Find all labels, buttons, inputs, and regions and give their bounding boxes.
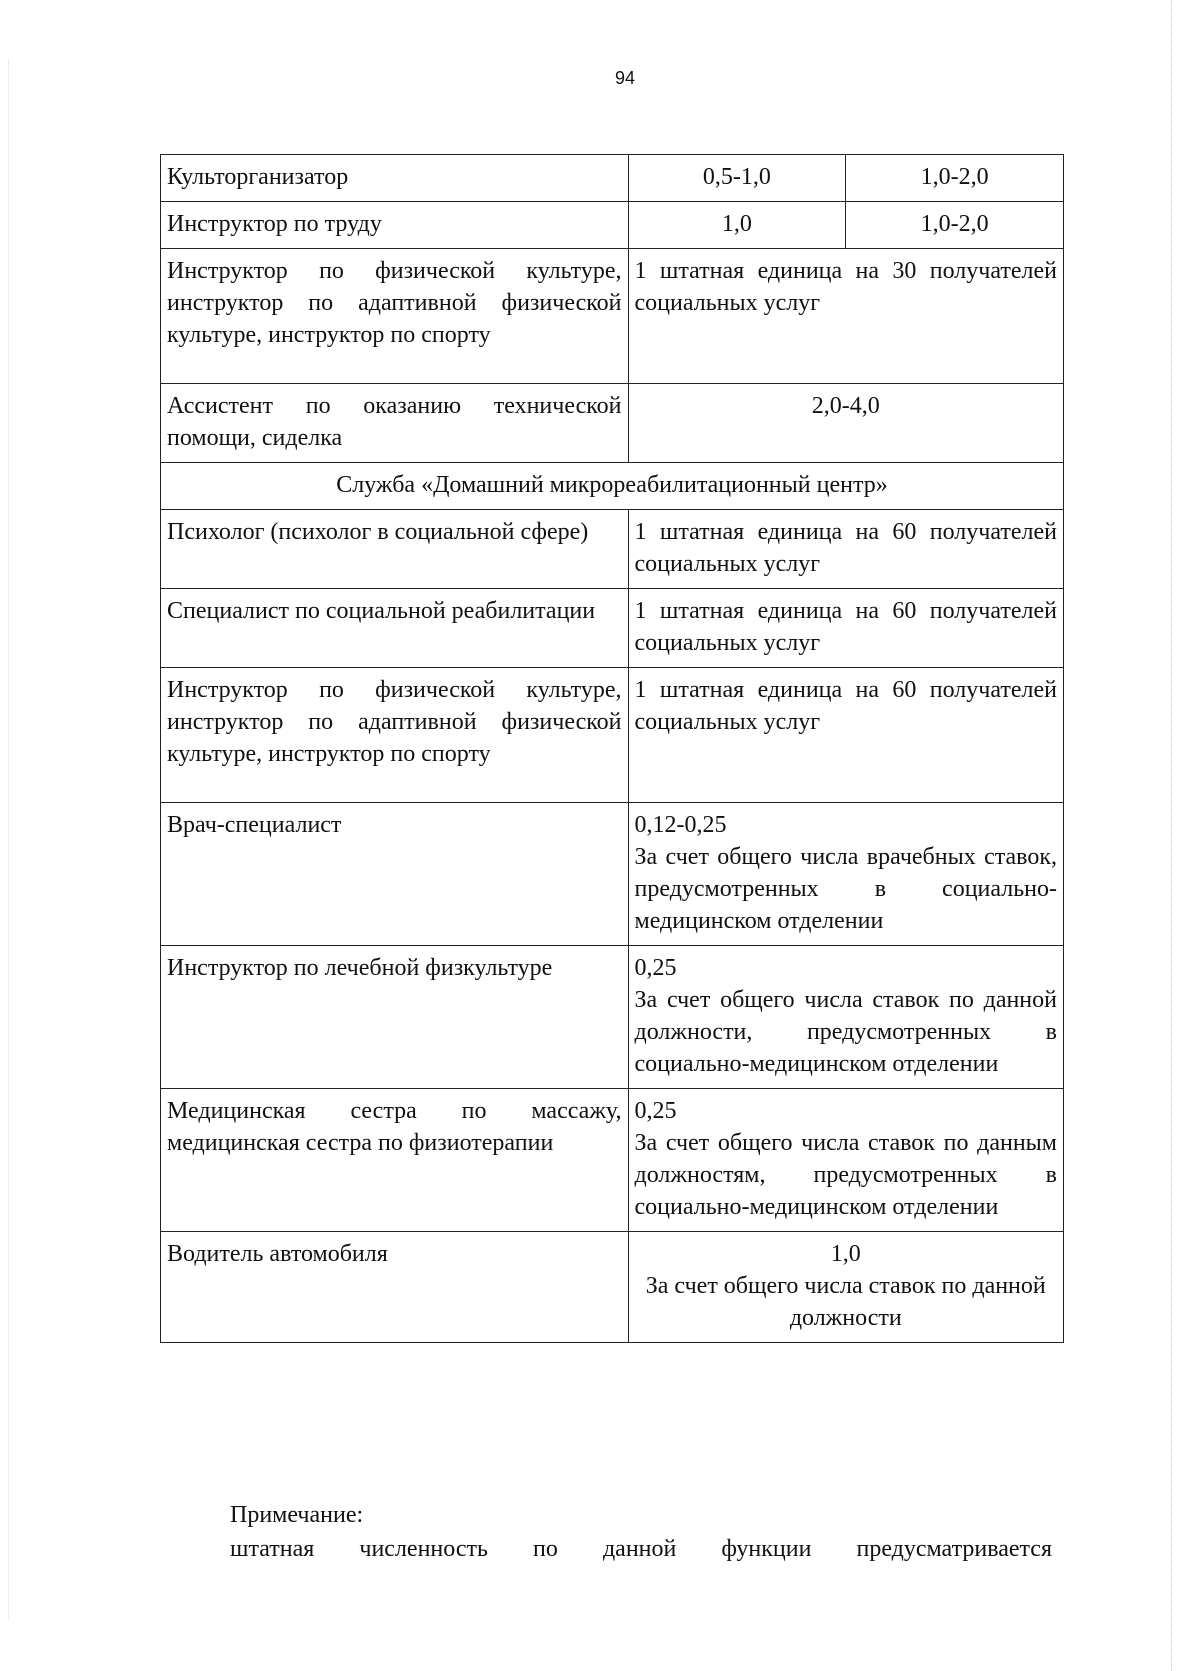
- rate-description: 1 штатная единица на 60 получателей социальных услуг: [628, 510, 1063, 589]
- section-row: [161, 463, 1064, 510]
- rate-description: 1 штатная единица на 60 получателей социальных услуг: [628, 668, 1063, 803]
- rate-value: 1,0: [830, 1241, 861, 1267]
- rate-value: 1,0-2,0: [846, 155, 1064, 202]
- rate-cell: [628, 1232, 1063, 1343]
- rate-value: 0,12-0,25: [634, 812, 727, 838]
- rate-value: 1,0-2,0: [846, 202, 1064, 249]
- rate-value: 2,0-4,0: [628, 384, 1063, 463]
- rate-value: 0,25: [634, 955, 677, 981]
- rate-value: 0,5-1,0: [628, 155, 846, 202]
- rate-description: 1 штатная единица на 60 получателей социальных услуг: [628, 589, 1063, 668]
- rate-cell: [628, 1089, 1063, 1232]
- staffing-table: [160, 154, 1064, 1343]
- rate-description: 1 штатная единица на 30 получателей социальных услуг: [628, 249, 1063, 384]
- rate-description: За счет общего числа ставок по данным должностям, предусмотренных в социально-медицинском отделении: [634, 1130, 1057, 1220]
- position-name: Медицинская сестра по массажу, медицинская сестра по физиотерапии: [161, 1089, 629, 1232]
- rate-value: 1,0: [628, 202, 846, 249]
- table-row: [161, 155, 1064, 202]
- table-row: [161, 384, 1064, 463]
- table-row: [161, 249, 1064, 384]
- position-name: Психолог (психолог в социальной сфере): [161, 510, 629, 589]
- position-name: Специалист по социальной реабилитации: [161, 589, 629, 668]
- position-name: Инструктор по физической культуре, инструктор по адаптивной физической культуре, инструктор по спорту: [161, 249, 629, 384]
- table-row: [161, 946, 1064, 1089]
- section-title: Служба «Домашний микрореабилитационный центр»: [161, 463, 1064, 510]
- position-name: Ассистент по оказанию технической помощи, сиделка: [161, 384, 629, 463]
- scan-edge-right: [1171, 0, 1174, 1671]
- table-row: [161, 589, 1064, 668]
- note-text: штатная численность по данной функции предусматривается: [230, 1536, 1052, 1562]
- rate-cell: [628, 946, 1063, 1089]
- rate-description: За счет общего числа ставок по данной должности: [645, 1273, 1046, 1331]
- position-name: Инструктор по труду: [161, 202, 629, 249]
- table-row: [161, 803, 1064, 946]
- page-number: 94: [614, 68, 636, 88]
- table-row: [161, 510, 1064, 589]
- note-title: Примечание:: [230, 1502, 364, 1528]
- position-name: Инструктор по физической культуре, инструктор по адаптивной физической культуре, инструктор по спорту: [161, 668, 629, 803]
- scan-edge-left: [8, 60, 10, 1620]
- rate-description: За счет общего числа врачебных ставок, предусмотренных в социально-медицинском отделении: [634, 844, 1057, 934]
- table-row: [161, 202, 1064, 249]
- rate-cell: [628, 803, 1063, 946]
- table-row: [161, 1232, 1064, 1343]
- table-row: [161, 668, 1064, 803]
- rate-value: 0,25: [634, 1098, 677, 1124]
- table-row: [161, 1089, 1064, 1232]
- rate-description: За счет общего числа ставок по данной должности, предусмотренных в социально-медицинском отделении: [634, 987, 1057, 1077]
- position-name: Инструктор по лечебной физкультуре: [161, 946, 629, 1089]
- position-name: Врач-специалист: [161, 803, 629, 946]
- position-name: Водитель автомобиля: [161, 1232, 629, 1343]
- position-name: Культорганизатор: [161, 155, 629, 202]
